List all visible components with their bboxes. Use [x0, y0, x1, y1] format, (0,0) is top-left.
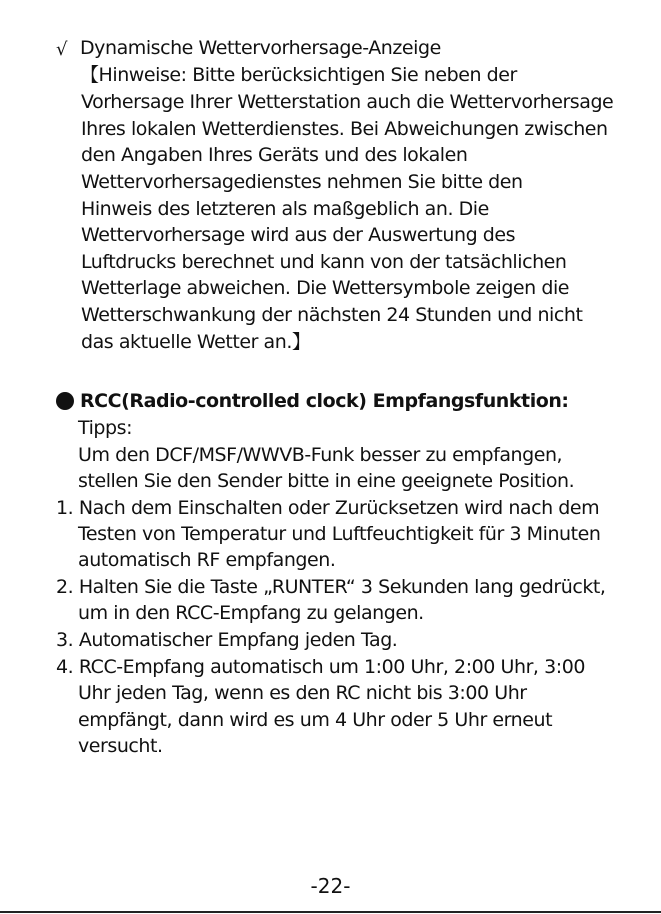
- step-line: automatisch RF empfangen.: [78, 549, 336, 571]
- tips-line: stellen Sie den Sender bitte in eine geeignete Position.: [78, 470, 575, 492]
- footer-divider: [0, 911, 661, 913]
- hint-line: Wetterschwankung der nächsten 24 Stunden und nicht: [81, 304, 583, 326]
- step-line: Uhr jeden Tag, wenn es den RC nicht bis 3:00 Uhr: [78, 682, 527, 704]
- hint-line: Hinweis des letzteren als maßgeblich an. Die: [81, 198, 489, 220]
- tips-line: Um den DCF/MSF/WWVB-Funk besser zu empfangen,: [78, 444, 563, 466]
- hint-line: Vorhersage Ihrer Wetterstation auch die Wettervorhersage: [81, 91, 614, 113]
- hint-line: Wetterlage abweichen. Die Wettersymbole zeigen die: [81, 277, 570, 299]
- hint-line: den Angaben Ihres Geräts und des lokalen: [81, 144, 468, 166]
- step-line: Testen von Temperatur und Luftfeuchtigkeit für 3 Minuten: [78, 523, 601, 545]
- hint-line: Wettervorhersagedienstes nehmen Sie bitte den: [81, 171, 523, 193]
- step-line: um in den RCC-Empfang zu gelangen.: [78, 602, 424, 624]
- rcc-section-title: RCC(Radio-controlled clock) Empfangsfunktion:: [80, 390, 569, 412]
- step-line: 1. Nach dem Einschalten oder Zurücksetzen wird nach dem: [56, 497, 600, 519]
- hint-line: Wettervorhersage wird aus der Auswertung des: [81, 224, 516, 246]
- step-line: 3. Automatischer Empfang jeden Tag.: [56, 629, 398, 651]
- hint-line: Luftdrucks berechnet und kann von der tatsächlichen: [81, 251, 567, 273]
- bullet-icon: [56, 392, 74, 410]
- hint-line: das aktuelle Wetter an.】: [81, 331, 311, 353]
- step-line: versucht.: [78, 735, 163, 757]
- hint-line: 【Hinweise: Bitte berücksichtigen Sie neben der: [80, 64, 517, 86]
- step-line: empfängt, dann wird es um 4 Uhr oder 5 Uhr erneut: [78, 709, 553, 731]
- step-line: 2. Halten Sie die Taste „RUNTER“ 3 Sekunden lang gedrückt,: [56, 576, 606, 598]
- tips-label: Tipps:: [78, 417, 133, 439]
- page-number: -22-: [310, 874, 351, 898]
- step-line: 4. RCC-Empfang automatisch um 1:00 Uhr, 2:00 Uhr, 3:00: [56, 656, 585, 678]
- weather-section-title: Dynamische Wettervorhersage-Anzeige: [80, 37, 441, 59]
- checkmark-icon: √: [56, 39, 68, 60]
- hint-line: Ihres lokalen Wetterdienstes. Bei Abweichungen zwischen: [81, 118, 608, 140]
